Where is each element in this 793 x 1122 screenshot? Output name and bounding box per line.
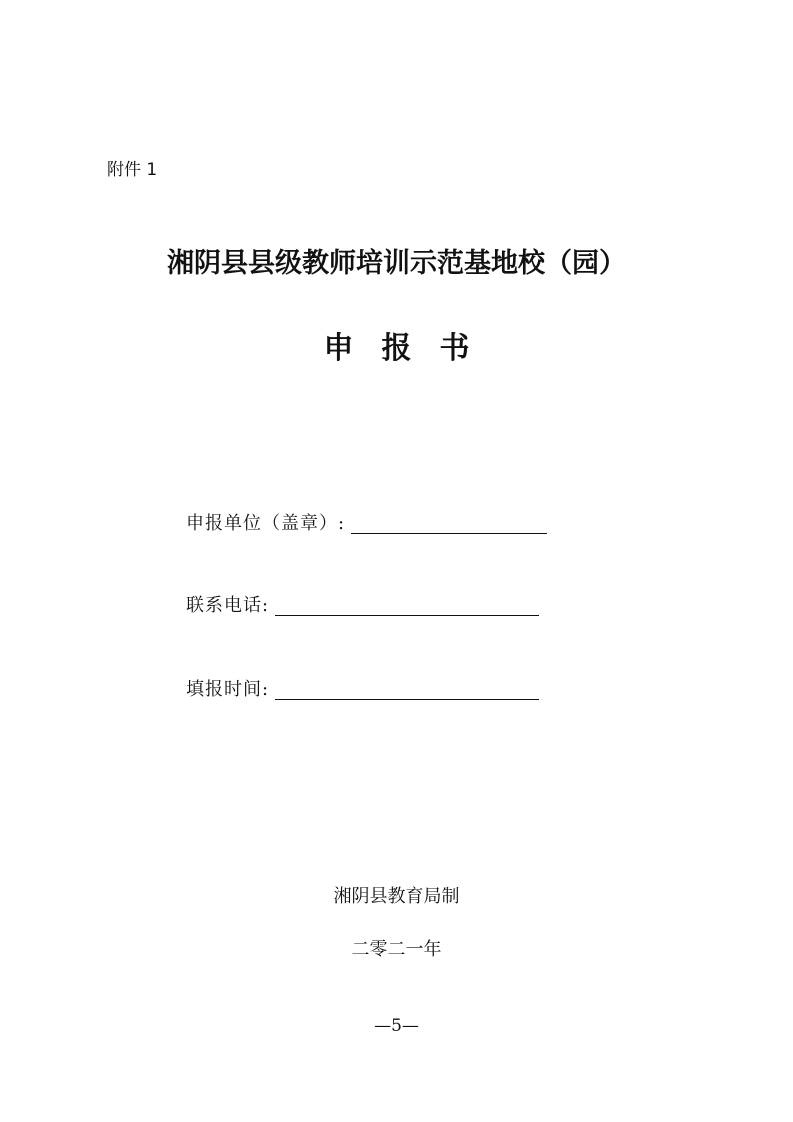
- fill-date-blank: [275, 677, 539, 700]
- contact-phone-blank: [275, 593, 539, 616]
- page-number: —5—: [374, 1016, 419, 1036]
- applicant-unit-label: 申报单位（盖章）:: [186, 513, 346, 534]
- field-row-applicant-unit: [186, 506, 547, 536]
- attachment-label: 附件 1: [107, 160, 158, 180]
- issuer: 湘阴县教育局制: [333, 886, 460, 907]
- field-row-contact-phone: [186, 588, 539, 618]
- fill-date-label: 填报时间:: [186, 679, 270, 700]
- issue-year: 二零二一年: [351, 939, 442, 960]
- field-row-fill-date: [186, 672, 539, 702]
- document-subtitle: 申报书: [323, 331, 498, 366]
- applicant-unit-blank: [351, 511, 547, 534]
- contact-phone-label: 联系电话:: [186, 595, 270, 616]
- document-title: 湘阴县县级教师培训示范基地校（园）: [167, 248, 626, 279]
